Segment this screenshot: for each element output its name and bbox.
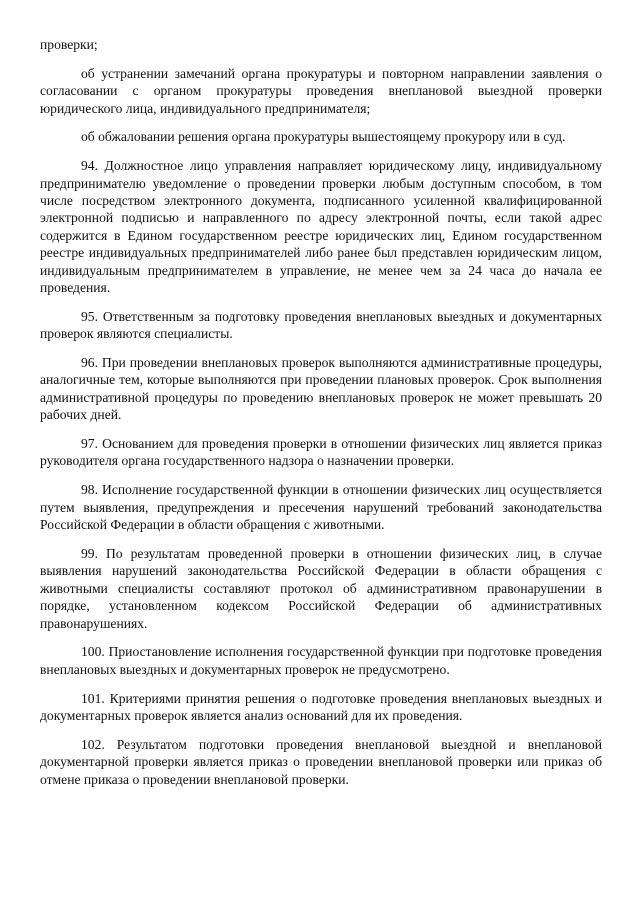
paragraph-100: 100. Приостановление исполнения государственной функции при подготовке проведения внеплановых выездных и документарных проверок не предусмотрено.	[40, 644, 602, 677]
paragraph-96: 96. При проведении внеплановых проверок выполняются административные процедуры, аналогичные тем, которые выполняются при проведении плановых проверок. Срок выполнения административной процедуры по проведению внеплановых проверок не может превышать 20 рабочих дней.	[40, 355, 602, 423]
paragraph-101: 101. Критериями принятия решения о подготовке проведения внеплановых выездных и документарных проверок является анализ оснований для их проведения.	[40, 690, 602, 723]
paragraph-102: 102. Результатом подготовки проведения внеплановой выездной и внеплановой документарной проверки является приказ о проведении внеплановой проверки или приказ об отмене приказа о проведении внеплановой проверки.	[40, 736, 602, 787]
paragraph-99: 99. По результатам проведенной проверки в отношении физических лиц, в случае выявления нарушений законодательства Российской Федерации в области обращения с животными специалисты составляют протокол об административном правонарушении в порядке, установленном кодексом Российской Федерации об административных правонарушениях.	[40, 545, 602, 631]
paragraph-94: 94. Должностное лицо управления направляет юридическому лицу, индивидуальному предпринимателю уведомление о проведении проверки любым доступным способом, в том числе посредством электронного документа, подписанного усиленной квалифицированной электронной подписью и направленного по адресу электронной почты, если такой адрес содержится в Едином государственном реестре юридических лиц, Едином государственном реестре индивидуальных предпринимателей либо ранее был представлен юридическим лицом, индивидуальным предпринимателем в управление, не менее чем за 24 часа до начала ее проведения.	[40, 158, 602, 296]
paragraph-98: 98. Исполнение государственной функции в отношении физических лиц осуществляется путем выявления, предупреждения и пресечения нарушений требований законодательства Российской Федерации в области обращения с животными.	[40, 482, 602, 533]
paragraph-continuation: проверки;	[40, 37, 98, 52]
paragraph-appeal: об обжаловании решения органа прокуратуры вышестоящему прокурору или в суд.	[81, 129, 566, 145]
document-page	[40, 36, 602, 799]
paragraph-95: 95. Ответственным за подготовку проведения внеплановых выездных и документарных проверок являются специалисты.	[40, 308, 602, 342]
paragraph-97: 97. Основанием для проведения проверки в отношении физических лиц является приказ руководителя органа государственного надзора о назначении проверки.	[40, 436, 602, 469]
paragraph-prosecutor-remarks: об устранении замечаний органа прокуратуры и повторном направлении заявления о согласовании с органом прокуратуры проведения внеплановой выездной проверки юридического лица, индивидуального предпринимателя;	[40, 65, 602, 116]
